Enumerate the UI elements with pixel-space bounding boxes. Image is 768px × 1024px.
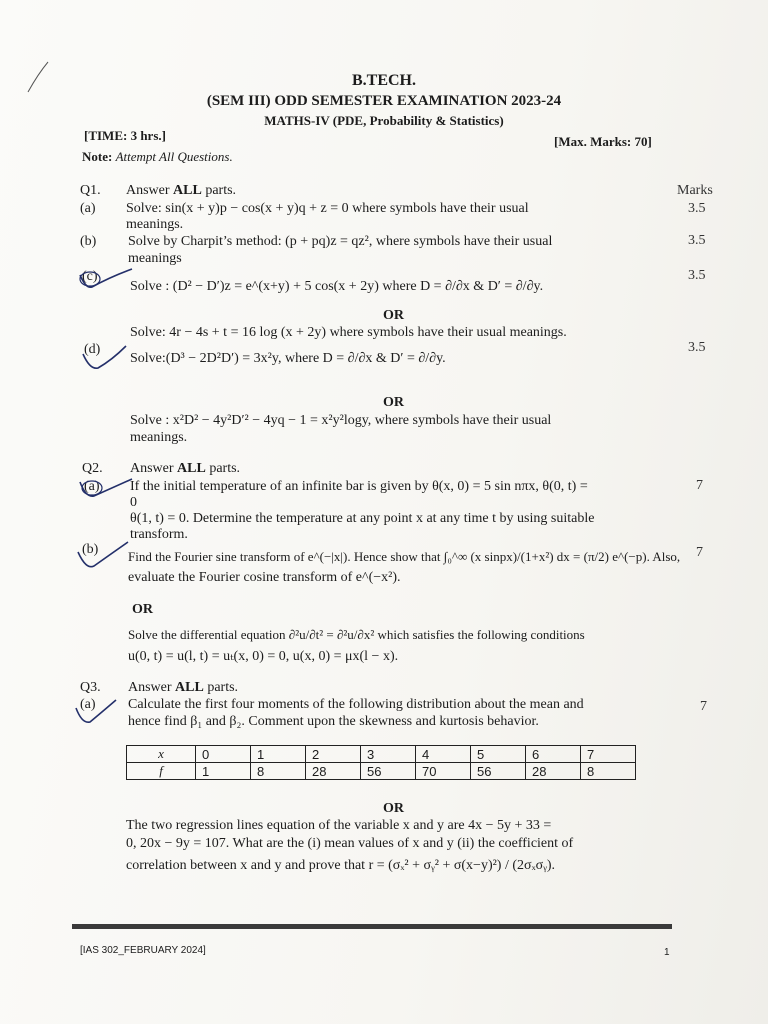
marks-header: Marks [677, 183, 713, 198]
q1a-label: (a) [80, 201, 96, 216]
q1c-line1: Solve : (D² − D′)z = e^(x+y) + 5 cos(x + 2y) where D = ∂/∂x & D′ = ∂/∂y. [130, 279, 544, 294]
q2-title [130, 461, 240, 477]
page-number: 1 [664, 947, 670, 958]
note [82, 149, 233, 165]
q2b-alt-line1: Solve the differential equation ∂²u/∂t² = ∂²u/∂x² which satisfies the following conditions [128, 627, 585, 642]
q2a-line1: If the initial temperature of an infinite bar is given by θ(x, 0) = 5 sin nπx, θ(0, t) = [130, 479, 588, 494]
q3-title-bold: ALL [175, 680, 204, 695]
row-x-label: x [127, 746, 196, 763]
q2a-line4: transform. [130, 527, 188, 542]
q3-title-post: parts. [203, 680, 239, 695]
x-cell: 4 [416, 746, 471, 763]
q1c-label: (c) [82, 269, 98, 284]
f-cell: 1 [196, 763, 251, 780]
q3a-alt-line1: The two regression lines equation of the variable x and y are 4x − 5y + 33 = [126, 818, 552, 833]
degree-title: B.TECH. [351, 72, 416, 89]
q3a-alt-line2: 0, 20x − 9y = 107. What are the (i) mean values of x and y (ii) the coefficient of [126, 836, 574, 851]
q2b-marks: 7 [696, 545, 703, 560]
q1-title-pre: Answer [126, 183, 174, 198]
q1c-marks: 3.5 [688, 268, 706, 283]
q1a-marks: 3.5 [688, 201, 706, 216]
q1-or-2: OR [383, 395, 404, 410]
q1c-alt: Solve: 4r − 4s + t = 16 log (x + 2y) where symbols have their usual meanings. [130, 325, 567, 340]
f-cell: 8 [251, 763, 306, 780]
q3a-line2: hence find β₁ and β₂. Comment upon the skewness and kurtosis behavior. [128, 714, 539, 729]
q1b-marks: 3.5 [688, 233, 706, 248]
exam-title: (SEM III) ODD SEMESTER EXAMINATION 2023-24 [206, 93, 562, 109]
q3a-marks: 7 [700, 699, 707, 714]
q3-or: OR [383, 801, 404, 816]
x-cell: 0 [196, 746, 251, 763]
q1a-line2: meanings. [126, 217, 184, 232]
time-label: [TIME: 3 hrs.] [84, 128, 166, 143]
check-mark-icon [74, 540, 134, 574]
f-cell: 28 [306, 763, 361, 780]
q1d-alt-line2: meanings. [130, 430, 188, 445]
q3a-alt-line3: correlation between x and y and prove that r = (σₓ² + σᵧ² + σ(x−y)²) / (2σₓσᵧ). [126, 858, 556, 873]
f-cell: 56 [361, 763, 416, 780]
q1-title [126, 183, 236, 199]
q1a-line1: Solve: sin(x + y)p − cos(x + y)q + z = 0 where symbols have their usual [126, 201, 529, 216]
q2b-line2: evaluate the Fourier cosine transform of e^(−x²). [128, 570, 401, 585]
max-marks: [Max. Marks: 70] [554, 134, 652, 149]
pen-stroke-icon [22, 58, 52, 98]
x-cell: 5 [471, 746, 526, 763]
f-cell: 56 [471, 763, 526, 780]
q3-title [128, 680, 238, 696]
q2-title-bold: ALL [177, 461, 206, 476]
q1-title-post: parts. [201, 183, 237, 198]
q2b-line1: Find the Fourier sine transform of e^(−|x|). Hence show that ∫₀^∞ (x sinpx)/(1+x²) dx = (π/2) e^(−p). Also, [128, 549, 681, 564]
q1b-line2: meanings [128, 251, 182, 266]
distribution-table [126, 745, 636, 780]
q1-title-bold: ALL [173, 183, 202, 198]
check-mark-icon [80, 340, 130, 374]
check-mark-icon [76, 476, 136, 504]
note-label: Note: [82, 149, 113, 164]
q2a-label: (a) [84, 479, 100, 494]
table-row-f [127, 763, 636, 780]
x-cell: 7 [581, 746, 636, 763]
x-cell: 2 [306, 746, 361, 763]
q2-or: OR [132, 602, 153, 617]
q3-title-pre: Answer [128, 680, 176, 695]
q2b-label: (b) [82, 542, 99, 557]
table-row-x [127, 746, 636, 763]
q3-number: Q3. [80, 680, 101, 695]
f-cell: 70 [416, 763, 471, 780]
x-cell: 1 [251, 746, 306, 763]
q2a-line3: θ(1, t) = 0. Determine the temperature at any point x at any time t by using suitable [130, 511, 595, 526]
row-f-label: f [127, 763, 196, 780]
subject-title: MATHS-IV (PDE, Probability & Statistics) [264, 113, 504, 128]
note-text: Attempt All Questions. [115, 149, 233, 164]
q2b-alt-line2: u(0, t) = u(l, t) = uₜ(x, 0) = 0, u(x, 0) = μx(l − x). [128, 649, 399, 664]
q1b-label: (b) [80, 234, 97, 249]
q2-number: Q2. [82, 461, 103, 476]
q1-or-1: OR [383, 308, 404, 323]
footer-rule [72, 924, 672, 929]
x-cell: 6 [526, 746, 581, 763]
q1d-alt-line1: Solve : x²D² − 4y²D′² − 4yq − 1 = x²y²logy, where symbols have their usual [130, 413, 552, 428]
q2-title-post: parts. [205, 461, 241, 476]
q1d-label: (d) [84, 342, 101, 357]
q1d-marks: 3.5 [688, 340, 706, 355]
check-mark-icon [76, 265, 136, 295]
q1d-line1: Solve:(D³ − 2D²D′) = 3x²y, where D = ∂/∂x & D′ = ∂/∂y. [130, 351, 446, 366]
q2-title-pre: Answer [130, 461, 178, 476]
q2a-marks: 7 [696, 478, 703, 493]
f-cell: 28 [526, 763, 581, 780]
q1b-line1: Solve by Charpit’s method: (p + pq)z = qz², where symbols have their usual [128, 234, 553, 249]
check-mark-icon [72, 694, 122, 728]
q3a-label: (a) [80, 697, 96, 712]
q1-number: Q1. [80, 183, 101, 198]
footer-code: [IAS 302_FEBRUARY 2024] [80, 945, 206, 956]
q2a-line2: 0 [130, 495, 137, 510]
x-cell: 3 [361, 746, 416, 763]
f-cell: 8 [581, 763, 636, 780]
q3a-line1: Calculate the first four moments of the following distribution about the mean and [128, 697, 584, 712]
